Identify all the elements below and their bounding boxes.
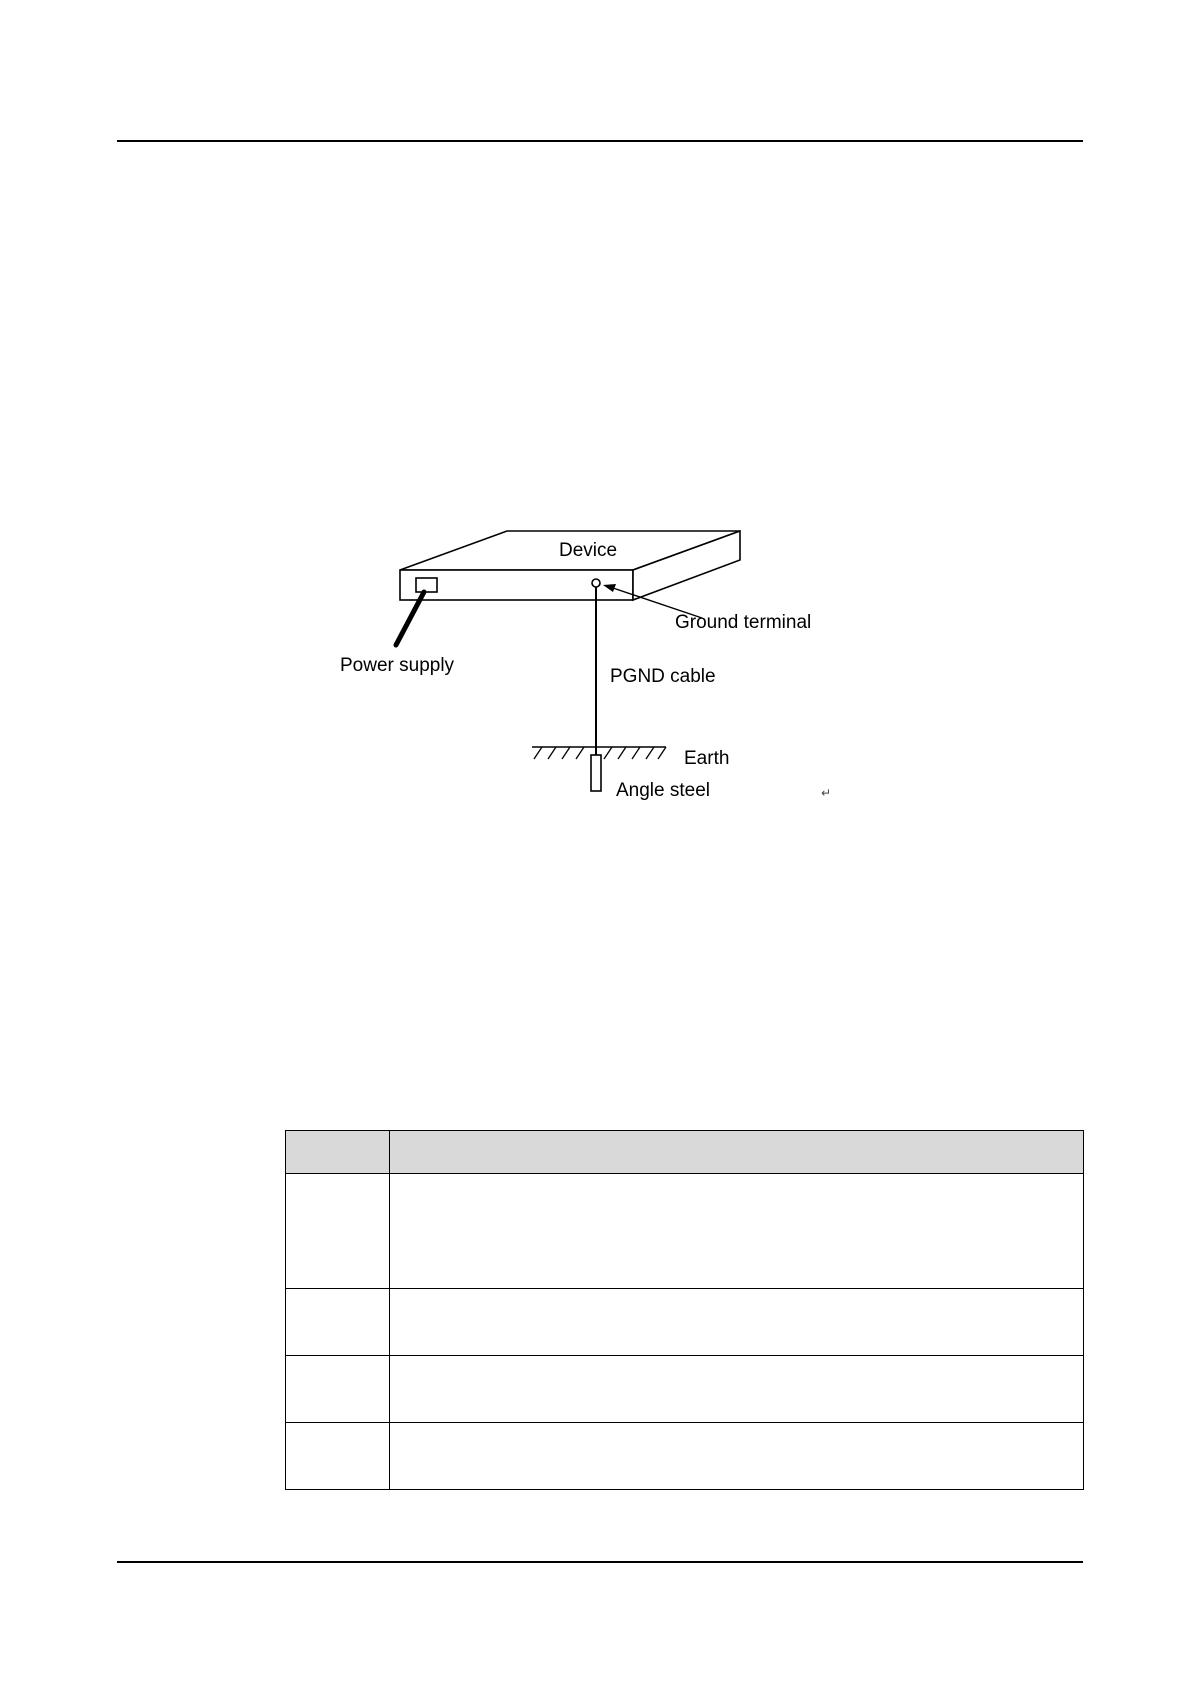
parameter-table <box>285 1130 1084 1490</box>
ground-terminal <box>592 579 600 587</box>
table-row <box>286 1423 1084 1490</box>
table-row <box>286 1289 1084 1356</box>
grounding-diagram-svg <box>320 515 860 815</box>
label-power-supply: Power supply <box>340 655 455 676</box>
label-earth: Earth <box>684 748 730 769</box>
table-cell <box>286 1174 390 1289</box>
table-header-row <box>286 1131 1084 1174</box>
table-row <box>286 1174 1084 1289</box>
label-pgnd-cable: PGND cable <box>610 666 716 687</box>
table-row <box>286 1356 1084 1423</box>
table-cell <box>390 1289 1084 1356</box>
table-cell <box>286 1423 390 1490</box>
table-header-cell <box>286 1131 390 1174</box>
power-socket <box>416 578 437 592</box>
label-device: Device <box>559 540 618 561</box>
angle-steel-rod <box>591 755 601 791</box>
table-cell <box>390 1174 1084 1289</box>
footer-rule <box>117 1561 1083 1563</box>
table-cell <box>286 1289 390 1356</box>
table-cell <box>390 1356 1084 1423</box>
label-ground-terminal: Ground terminal <box>675 612 812 633</box>
table-cell <box>390 1423 1084 1490</box>
grounding-diagram <box>320 515 860 815</box>
table-cell <box>286 1356 390 1423</box>
table-header-cell <box>390 1131 1084 1174</box>
paragraph-mark-icon: ↵ <box>821 786 832 800</box>
header-rule <box>117 140 1083 142</box>
label-angle-steel: Angle steel <box>616 780 711 801</box>
